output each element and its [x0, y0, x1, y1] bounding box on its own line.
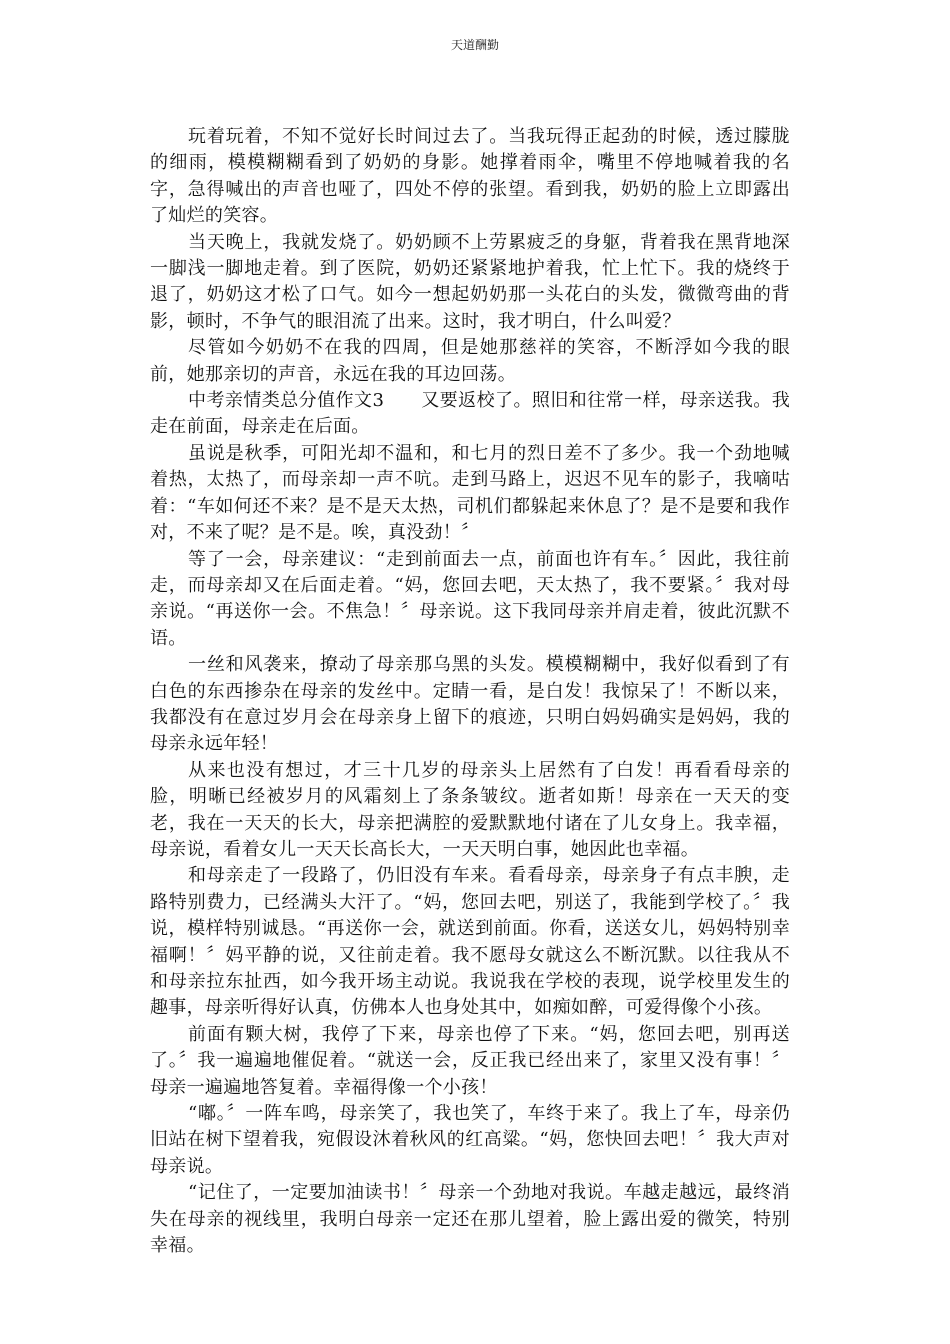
- paragraph: 当天晚上，我就发烧了。奶奶顾不上劳累疲乏的身躯，背着我在黑背地深一脚浅一脚地走着。到了医院，奶奶还紧紧地护着我，忙上忙下。我的烧终于退了，奶奶这才松了口气。如今一想起奶奶那一头花白的头发，微微弯曲的背影，顿时，不争气的眼泪流了出来。这时，我才明白，什么叫爱？: [150, 231, 790, 332]
- paragraph: 和母亲走了一段路了，仍旧没有车来。看看母亲，母亲身子有点丰腴，走路特别费力，已经满头大汗了。“妈，您回去吧，别送了，我能到学校了。〞我说，模样特别诚恳。“再送你一会，就送到前面。你看，送送女儿，妈妈特别幸福啊！〞妈平静的说，又往前走着。我不愿母女就这么不断沉默。以往我从不和母亲拉东扯西，如今我开场主动说。我说我在学校的表现，说学校里发生的趣事，母亲听得好认真，仿佛本人也身处其中，如痴如醉，可爱得像个小孩。: [150, 865, 790, 1019]
- paragraph: 一丝和风袭来，撩动了母亲那乌黑的头发。模模糊糊中，我好似看到了有白色的东西掺杂在母亲的发丝中。定睛一看，是白发！我惊呆了！不断以来，我都没有在意过岁月会在母亲身上留下的痕迹，只明白妈妈确实是妈妈，我的母亲永远年轻！: [150, 654, 790, 755]
- paragraph: “记住了，一定要加油读书！〞母亲一个劲地对我说。车越走越远，最终消失在母亲的视线里，我明白母亲一定还在那儿望着，脸上露出爱的微笑，特别幸福。: [150, 1182, 790, 1257]
- page-header: 天道酬勤: [450, 38, 499, 52]
- paragraph: 等了一会，母亲建议：“走到前面去一点，前面也许有车。〞因此，我往前走，而母亲却又在后面走着。“妈，您回去吧，天太热了，我不要紧。〞我对母亲说。“再送你一会。不焦急！〞母亲说。这下我同母亲并肩走着，彼此沉默不语。: [150, 548, 790, 649]
- paragraph: 玩着玩着，不知不觉好长时间过去了。当我玩得正起劲的时候，透过朦胧的细雨，模模糊糊看到了奶奶的身影。她撑着雨伞，嘴里不停地喊着我的名字，急得喊出的声音也哑了，四处不停的张望。看到我，奶奶的脸上立即露出了灿烂的笑容。: [150, 126, 790, 227]
- paragraph: 前面有颗大树，我停了下来，母亲也停了下来。“妈，您回去吧，别再送了。〞我一遍遍地催促着。“就送一会，反正我已经出来了，家里又没有事！〞母亲一遍遍地答复着。幸福得像一个小孩！: [150, 1023, 790, 1098]
- paragraph: 中考亲情类总分值作文3 又要返校了。照旧和往常一样，母亲送我。我走在前面，母亲走在后面。: [150, 390, 790, 438]
- document-body: [150, 124, 790, 1259]
- paragraph: 从来也没有想过，才三十几岁的母亲头上居然有了白发！再看看母亲的脸，明晰已经被岁月的风霜刻上了条条皱纹。逝者如斯！母亲在一天天的变老，我在一天天的长大，母亲把满腔的爱默默地付诸在了儿女身上。我幸福，母亲说，看着女儿一天天长高长大，一天天明白事，她因此也幸福。: [150, 759, 790, 860]
- paragraph: 尽管如今奶奶不在我的四周，但是她那慈祥的笑容，不断浮如今我的眼前，她那亲切的声音，永远在我的耳边回荡。: [150, 337, 790, 385]
- paragraph: 虽说是秋季，可阳光却不温和，和七月的烈日差不了多少。我一个劲地喊着热，太热了，而母亲却一声不吭。走到马路上，迟迟不见车的影子，我嘀咕着：“车如何还不来？是不是天太热，司机们都躲起来休息了？是不是要和我作对，不来了呢？是不是。唉，真没劲！〞: [150, 442, 790, 544]
- paragraph: “嘟。〞一阵车鸣，母亲笑了，我也笑了，车终于来了。我上了车，母亲仍旧站在树下望着我，宛假设沐着秋风的红高粱。“妈，您快回去吧！〞我大声对母亲说。: [150, 1103, 790, 1177]
